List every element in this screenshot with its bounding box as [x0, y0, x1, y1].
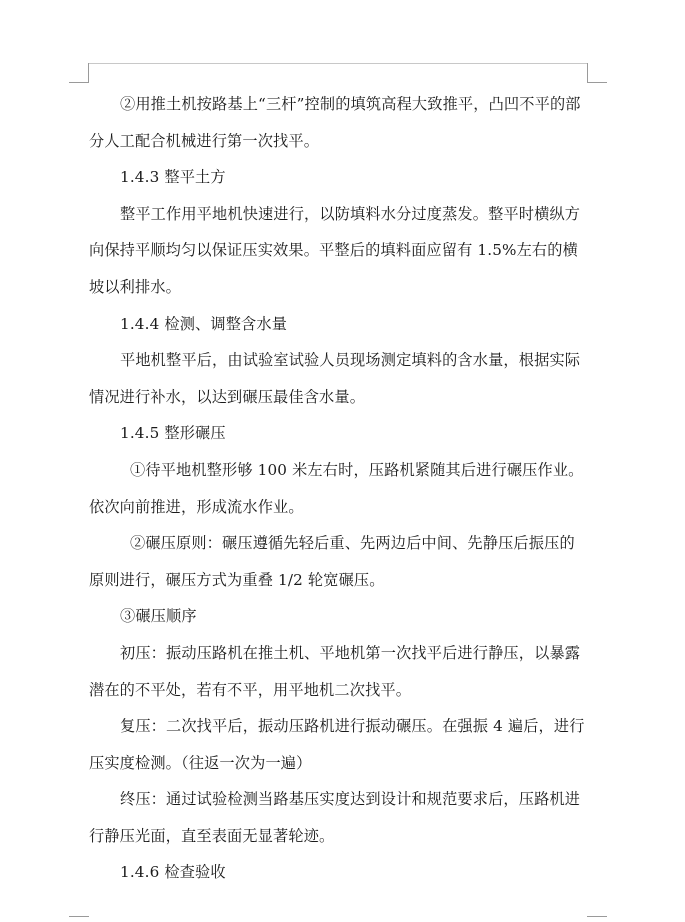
paragraph-grading-work: 整平工作用平地机快速进行，以防填料水分过度蒸发。整平时横纵方向保持平顺均匀以保证压实效果。平整后的填料面应留有 1.5%左右的横坡以利排水。	[89, 204, 581, 296]
crop-mark-top-right-horizontal	[587, 82, 607, 83]
paragraph-initial-compaction: 初压：振动压路机在推土机、平地机第一次找平后进行静压，以暴露潜在的不平处，若有不平，用平地机二次找平。	[89, 643, 581, 699]
paragraph-compaction-principle: ②碾压原则：碾压遵循先轻后重、先两边后中间、先静压后振压的原则进行，碾压方式为重叠 1/2 轮宽碾压。	[89, 534, 575, 589]
paragraph-moisture-test: 平地机整平后，由试验室试验人员现场测定填料的含水量，根据实际情况进行补水，以达到碾压最佳含水量。	[89, 351, 581, 406]
document-body	[89, 86, 589, 891]
crop-mark-bottom-right-horizontal	[587, 916, 607, 917]
heading-1-4-3: 1.4.3 整平土方	[120, 168, 226, 187]
paragraph-re-compaction: 复压：二次找平后，振动压路机进行振动碾压。在强振 4 遍后，进行压实度检测。（往返一次为一遍）	[89, 717, 585, 772]
paragraph-final-compaction: 终压：通过试验检测当路基压实度达到设计和规范要求后，压路机进行静压光面，直至表面无显著轮迹。	[89, 790, 581, 845]
crop-mark-top-left-horizontal	[69, 82, 89, 83]
heading-1-4-6: 1.4.6 检查验收	[120, 863, 226, 882]
crop-mark-top-left-vertical	[88, 63, 89, 83]
paragraph-compaction-order: ③碾压顺序	[120, 607, 197, 626]
heading-1-4-5: 1.4.5 整形碾压	[120, 424, 226, 443]
paragraph-bulldozer-leveling: ②用推土机按路基上“三杆”控制的填筑高程大致推平，凸凹不平的部分人工配合机械进行第一次找平。	[89, 95, 581, 150]
heading-1-4-4: 1.4.4 检测、调整含水量	[120, 314, 288, 333]
header-margin-line	[89, 63, 587, 64]
crop-mark-bottom-left-horizontal	[69, 916, 89, 917]
crop-mark-top-right-vertical	[587, 63, 588, 83]
paragraph-compaction-start: ①待平地机整形够 100 米左右时，压路机紧随其后进行碾压作业。依次向前推进，形成流水作业。	[89, 460, 584, 516]
